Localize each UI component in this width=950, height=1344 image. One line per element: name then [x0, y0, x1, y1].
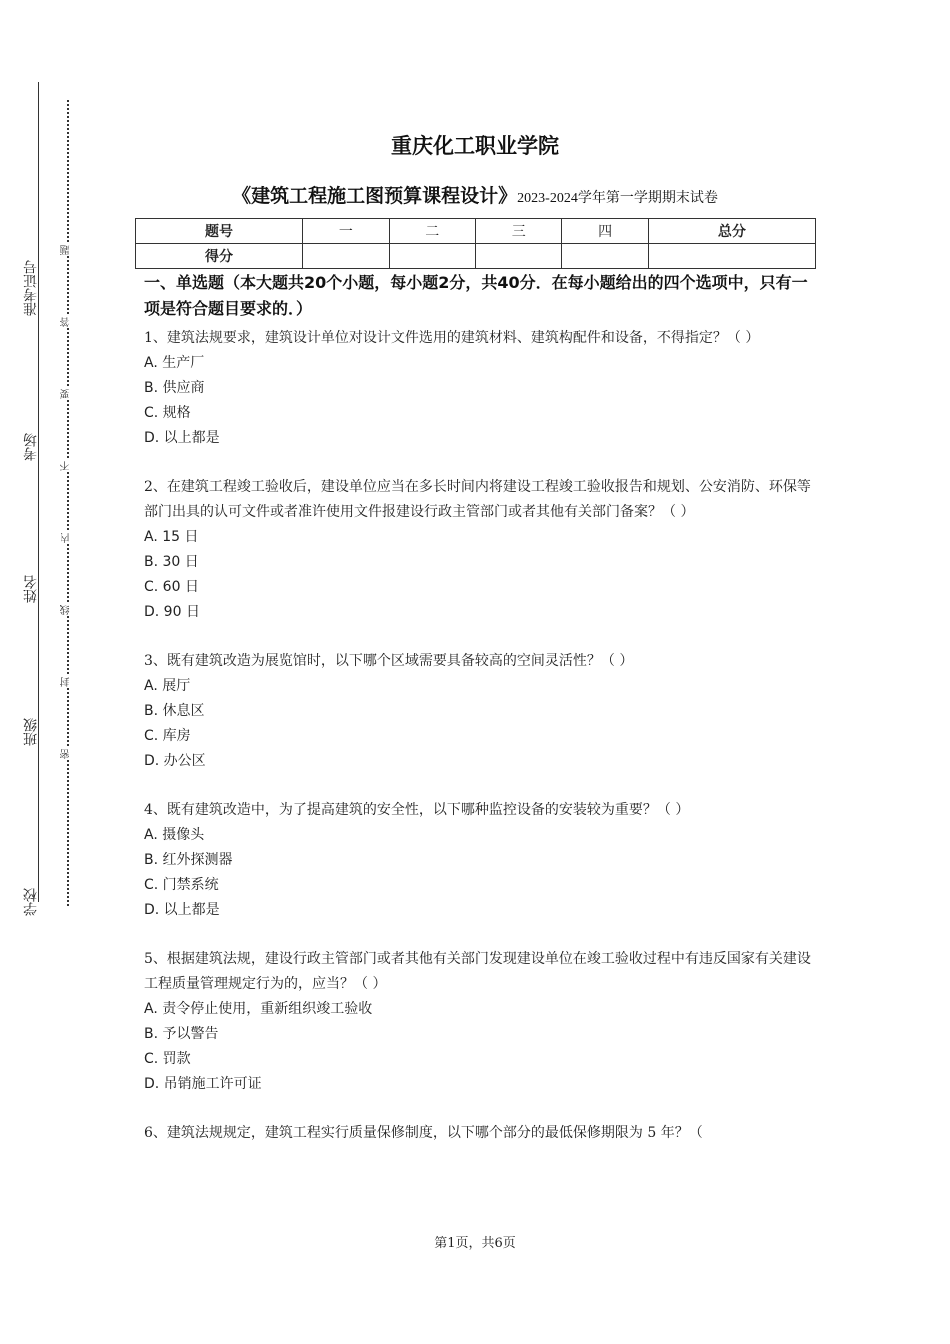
score-cell: 得分 — [136, 244, 303, 269]
option-d: D. 办公区 — [144, 753, 206, 769]
section-title: 一、单选题（本大题共20个小题，每小题2分，共40分．在每小题给出的四个选项中，只有一项是符合题目要求的．） — [144, 273, 808, 318]
option-b: B. 休息区 — [144, 703, 205, 719]
option-c: C. 门禁系统 — [144, 877, 219, 893]
option-d: D. 吊销施工许可证 — [144, 1076, 262, 1092]
option-c: C. 库房 — [144, 728, 191, 744]
exam-title — [0, 181, 950, 208]
score-cell: 四 — [562, 219, 648, 244]
option-c: C. 60 日 — [144, 579, 199, 595]
question-4 — [144, 798, 814, 923]
score-table-header-row — [136, 219, 816, 244]
score-cell: 二 — [389, 219, 475, 244]
question-5 — [144, 947, 814, 1097]
field-class: 班级 — [23, 718, 39, 746]
field-exam-number: 准考证号 — [23, 260, 39, 316]
field-school: 学校 — [23, 888, 39, 916]
score-table — [135, 218, 816, 269]
option-c: C. 规格 — [144, 405, 191, 421]
seal-char: 要 — [61, 389, 72, 399]
binding-dotted-line — [67, 100, 69, 906]
score-cell — [303, 244, 389, 269]
question-text: 1、建筑法规要求，建筑设计单位对设计文件选用的建筑材料、建筑构配件和设备，不得指定？（ ） — [144, 330, 760, 346]
seal-char: 不 — [61, 461, 72, 471]
score-cell — [648, 244, 815, 269]
question-text: 5、根据建筑法规，建设行政主管部门或者其他有关部门发现建设单位在竣工验收过程中有违反国家有关建设工程质量管理规定行为的，应当？（ ） — [144, 951, 811, 992]
score-cell: 三 — [475, 219, 561, 244]
score-cell: 题号 — [136, 219, 303, 244]
option-d: D. 以上都是 — [144, 430, 220, 446]
question-text: 4、既有建筑改造中，为了提高建筑的安全性，以下哪种监控设备的安装较为重要？（ ） — [144, 802, 690, 818]
score-table-score-row — [136, 244, 816, 269]
score-cell — [475, 244, 561, 269]
option-b: B. 红外探测器 — [144, 852, 233, 868]
exam-term: 2023-2024学年第一学期期末试卷 — [517, 191, 718, 206]
page-footer: 第1页，共6页 — [434, 1236, 516, 1251]
option-a: A. 展厅 — [144, 678, 191, 694]
seal-char: 内 — [61, 533, 72, 543]
score-cell — [562, 244, 648, 269]
question-1 — [144, 326, 814, 451]
question-3 — [144, 649, 814, 774]
score-cell — [389, 244, 475, 269]
option-d: D. 90 日 — [144, 604, 200, 620]
question-6 — [144, 1121, 814, 1146]
question-text: 6、建筑法规规定，建筑工程实行质量保修制度，以下哪个部分的最低保修期限为 5 年？（ — [144, 1125, 703, 1141]
option-b: B. 供应商 — [144, 380, 205, 396]
seal-char: 密 — [61, 749, 72, 759]
option-b: B. 30 日 — [144, 554, 199, 570]
option-d: D. 以上都是 — [144, 902, 220, 918]
question-text: 2、在建筑工程竣工验收后，建设单位应当在多长时间内将建设工程竣工验收报告和规划、公安消防、环保等部门出具的认可文件或者准许使用文件报建设行政主管部门或者其他有关部门备案？（ ） — [144, 479, 811, 520]
field-exam-room: 考场 — [23, 433, 39, 461]
seal-char: 线 — [61, 605, 72, 615]
course-name: 《建筑工程施工图预算课程设计》 — [232, 185, 518, 207]
option-c: C. 罚款 — [144, 1051, 191, 1067]
seal-char: 题 — [61, 245, 72, 255]
option-b: B. 予以警告 — [144, 1026, 219, 1042]
option-a: A. 生产厂 — [144, 355, 205, 371]
question-text: 3、既有建筑改造为展览馆时，以下哪个区域需要具备较高的空间灵活性？（ ） — [144, 653, 634, 669]
option-a: A. 15 日 — [144, 529, 199, 545]
score-cell: 总分 — [648, 219, 815, 244]
field-name: 姓名 — [23, 575, 39, 603]
score-cell: 一 — [303, 219, 389, 244]
seal-char: 封 — [61, 677, 72, 687]
question-2 — [144, 475, 814, 625]
school-title: 重庆化工职业学院 — [391, 134, 559, 158]
option-a: A. 摄像头 — [144, 827, 205, 843]
seal-char: 答 — [61, 317, 72, 327]
option-a: A. 责令停止使用，重新组织竣工验收 — [144, 1001, 373, 1017]
exam-content — [144, 270, 814, 1170]
